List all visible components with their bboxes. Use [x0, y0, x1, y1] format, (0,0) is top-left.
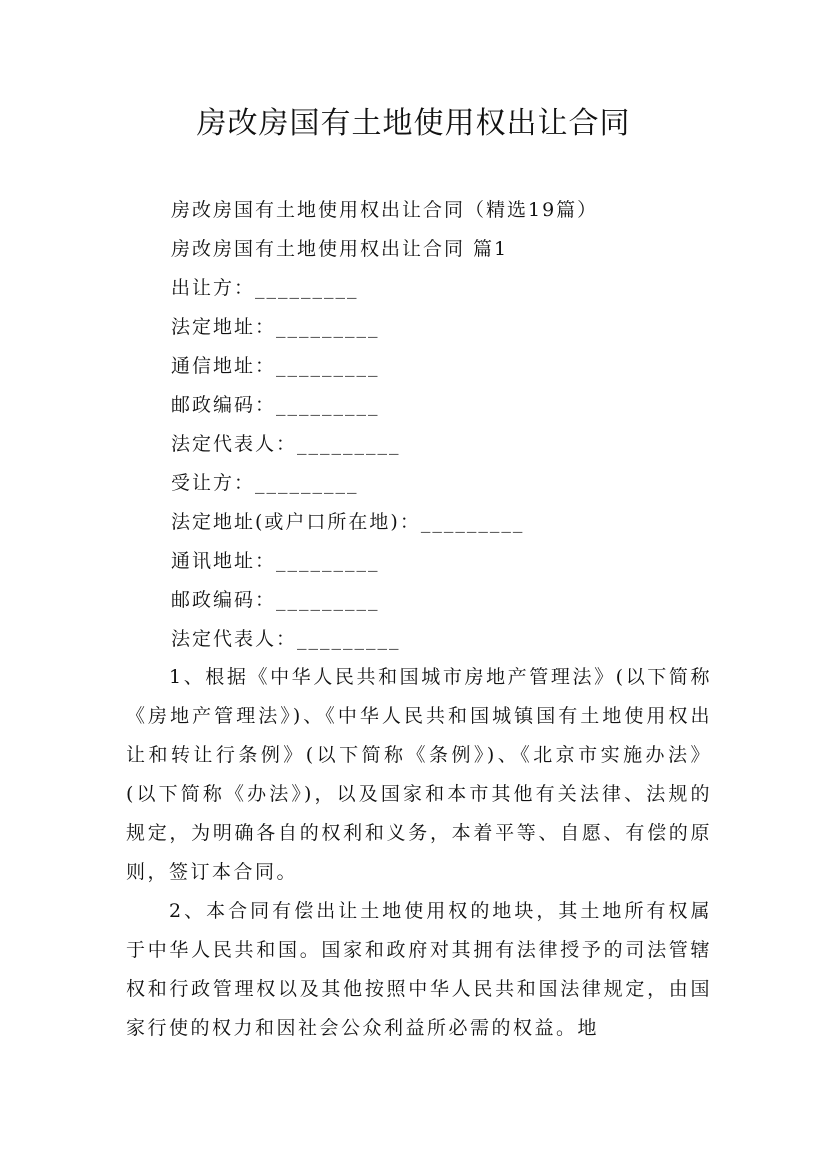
transferee-legal-address-field: 法定地址(或户口所在地)：_________ — [171, 511, 525, 533]
transferor-legal-representative-field: 法定代表人：_________ — [171, 433, 401, 455]
transferee-postal-code-field: 邮政编码：_________ — [171, 589, 380, 611]
transferee-mailing-address-field: 通讯地址：_________ — [171, 550, 380, 572]
section-heading: 房改房国有土地使用权出让合同 篇1 — [171, 238, 509, 260]
document-title: 房改房国有土地使用权出让合同 — [196, 106, 631, 141]
transferor-legal-address-field: 法定地址：_________ — [171, 316, 380, 338]
contract-paragraph-1: 1、根据《中华人民共和国城市房地产管理法》(以下简称《房地产管理法》)、《中华人民共和国城镇国有土地使用权出让和转让行条例》(以下简称《条例》)、《北京市实施办法》(以下简称《办法》)，以及国家和本市其他有关法律、法规的规定，为明确各自的权利和义务，本着平等、自愿、有偿的原则，签订本合同。 — [126, 666, 712, 883]
transferee-field: 受让方：_________ — [171, 472, 359, 494]
contract-paragraph-2: 2、本合同有偿出让土地使用权的地块，其土地所有权属于中华人民共和国。国家和政府对其拥有法律授予的司法管辖权和行政管理权以及其他按照中华人民共和国法律规定，由国家行使的权力和因社会公众利益所必需的权益。地 — [126, 900, 712, 1039]
transferee-legal-representative-field: 法定代表人：_________ — [171, 628, 401, 650]
contract-subtitle: 房改房国有土地使用权出让合同（精选19篇） — [171, 199, 599, 221]
transferor-field: 出让方：_________ — [171, 277, 359, 299]
transferor-mailing-address-field: 通信地址：_________ — [171, 355, 380, 377]
transferor-postal-code-field: 邮政编码：_________ — [171, 394, 380, 416]
